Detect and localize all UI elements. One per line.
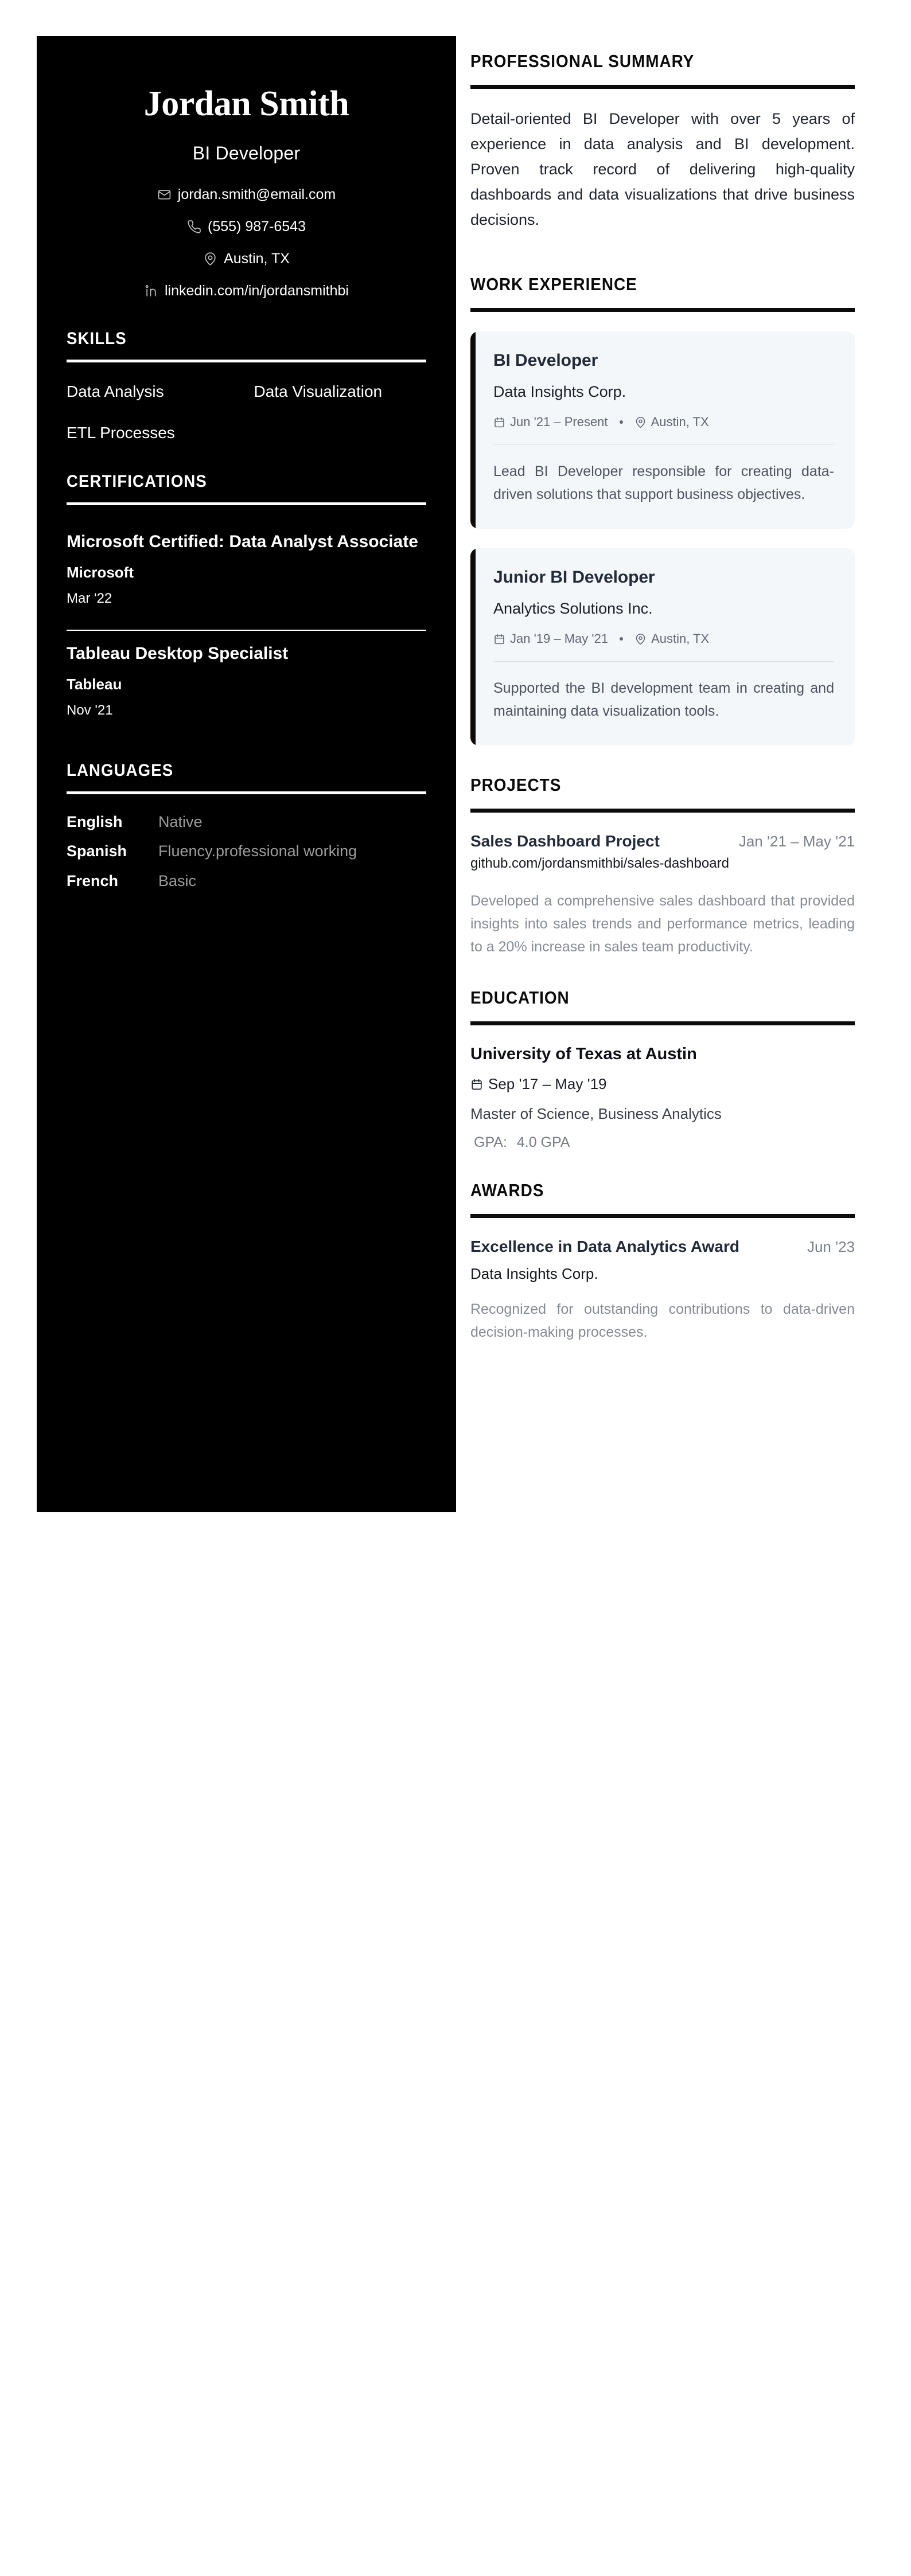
summary-heading: PROFESSIONAL SUMMARY <box>470 51 695 71</box>
section-projects <box>470 775 855 958</box>
section-work-experience <box>470 275 855 746</box>
certifications-heading: CERTIFICATIONS <box>67 472 207 491</box>
language-row <box>67 842 426 861</box>
section-languages <box>67 761 426 891</box>
education-degree: Master of Science, Business Analytics <box>470 1104 722 1122</box>
skills-heading: SKILLS <box>67 329 127 349</box>
summary-text: Detail-oriented BI Developer with over 5 years of experience in data analysis and BI development. Proven track record of delivering high-quality dashboards and data visualizations that drive business decisions. <box>470 110 855 229</box>
map-pin-icon <box>203 252 217 266</box>
certification-item <box>67 634 426 731</box>
experience-company: Data Insights Corp. <box>493 383 626 401</box>
experience-company: Analytics Solutions Inc. <box>493 600 653 618</box>
awards-heading: AWARDS <box>470 1180 544 1200</box>
summary-divider <box>470 85 855 89</box>
experience-location <box>634 631 709 646</box>
education-gpa-label: GPA: <box>474 1134 507 1150</box>
experience-card-separator <box>493 444 834 445</box>
experience-description: Lead BI Developer responsible for creating data-driven solutions that support business objectives. <box>493 463 834 503</box>
language-level: Basic <box>158 872 197 890</box>
calendar-icon <box>493 416 505 428</box>
award-name: Excellence in Data Analytics Award <box>470 1238 739 1256</box>
map-pin-icon <box>634 633 647 645</box>
section-professional-summary <box>470 52 855 232</box>
identity-block <box>67 59 426 299</box>
language-name: French <box>67 872 119 890</box>
project-dates: Jan '21 – May '21 <box>738 833 855 850</box>
skills-grid <box>67 382 426 442</box>
certification-name: Microsoft Certified: Data Analyst Associate <box>67 532 418 552</box>
project-name: Sales Dashboard Project <box>470 832 660 850</box>
contact-email-value: jordan.smith@email.com <box>177 186 336 203</box>
spacer <box>470 1151 855 1181</box>
language-list <box>67 813 426 891</box>
language-name: English <box>67 813 123 830</box>
awards-divider <box>470 1214 855 1218</box>
experience-heading: WORK EXPERIENCE <box>470 274 637 295</box>
experience-location <box>634 415 709 430</box>
meta-separator-dot <box>620 637 623 641</box>
spacer <box>470 232 855 275</box>
experience-location-value: Austin, TX <box>651 415 709 430</box>
experience-dates-value: Jun '21 – Present <box>510 415 608 430</box>
certification-issuer: Microsoft <box>67 563 134 581</box>
experience-dates-value: Jan '19 – May '21 <box>510 631 609 646</box>
languages-heading: LANGUAGES <box>67 760 174 780</box>
experience-dates <box>493 415 608 430</box>
experience-role: Junior BI Developer <box>493 568 655 587</box>
main-column <box>470 52 855 1344</box>
phone-icon <box>187 220 201 234</box>
certification-name: Tableau Desktop Specialist <box>67 643 289 663</box>
language-row <box>67 872 426 891</box>
projects-divider <box>470 809 855 813</box>
calendar-icon <box>470 1078 483 1091</box>
experience-description: Supported the BI development team in creating and maintaining data visualization tools. <box>493 680 834 720</box>
education-divider <box>470 1021 855 1025</box>
experience-meta <box>493 631 834 646</box>
project-item <box>470 832 855 958</box>
spacer <box>470 746 855 775</box>
education-heading: EDUCATION <box>470 988 570 1008</box>
section-skills <box>67 329 426 442</box>
contact-email[interactable] <box>67 186 426 203</box>
map-pin-icon <box>634 416 647 428</box>
experience-divider <box>470 308 855 312</box>
skills-divider <box>67 360 426 362</box>
experience-location-value: Austin, TX <box>651 631 710 646</box>
education-dates-value: Sep '17 – May '19 <box>488 1075 607 1093</box>
linkedin-icon <box>144 284 158 298</box>
skill-item: Data Visualization <box>254 383 383 401</box>
contact-location-value: Austin, TX <box>224 251 290 267</box>
contact-phone[interactable] <box>67 218 426 235</box>
award-item <box>470 1238 855 1344</box>
language-name: Spanish <box>67 842 127 860</box>
award-issuer: Data Insights Corp. <box>470 1265 598 1283</box>
projects-heading: PROJECTS <box>470 775 562 795</box>
contact-location[interactable] <box>67 250 426 267</box>
education-school: University of Texas at Austin <box>470 1045 697 1064</box>
language-level: Fluency.professional working <box>158 842 357 860</box>
spacer <box>470 958 855 988</box>
section-education <box>470 988 855 1151</box>
language-level: Native <box>158 813 203 830</box>
award-description: Recognized for outstanding contributions to data-driven decision-making processes. <box>470 1301 855 1341</box>
contact-linkedin-value: linkedin.com/in/jordansmithbi <box>165 283 349 299</box>
education-gpa <box>470 1134 855 1151</box>
experience-dates <box>493 631 608 646</box>
skill-item: ETL Processes <box>67 423 175 442</box>
experience-card-separator <box>493 661 834 662</box>
experience-role: BI Developer <box>493 351 598 370</box>
sidebar <box>37 36 456 1512</box>
skill-item: Data Analysis <box>67 383 164 401</box>
candidate-name: Jordan Smith <box>143 84 349 123</box>
education-item <box>470 1045 855 1151</box>
award-date: Jun '23 <box>807 1238 855 1256</box>
section-certifications <box>67 472 426 731</box>
certification-list <box>67 522 426 731</box>
project-link[interactable]: github.com/jordansmithbi/sales-dashboard <box>470 856 729 872</box>
envelope-icon <box>157 188 172 202</box>
experience-card <box>470 331 855 529</box>
certification-issuer: Tableau <box>67 675 122 693</box>
section-awards <box>470 1181 855 1344</box>
project-description: Developed a comprehensive sales dashboard that provided insights into sales trends and performance metrics, leading to a 20% increase in sales team productivity. <box>470 893 855 955</box>
award-header <box>470 1238 855 1256</box>
calendar-icon <box>493 633 505 645</box>
languages-divider <box>67 791 426 794</box>
contact-phone-value: (555) 987-6543 <box>208 218 306 235</box>
language-row <box>67 813 426 832</box>
education-gpa-value: 4.0 GPA <box>516 1134 570 1150</box>
contact-linkedin[interactable] <box>67 282 426 299</box>
experience-card <box>470 548 855 746</box>
project-header <box>470 832 855 850</box>
contact-list <box>67 186 426 299</box>
certification-separator <box>67 630 426 631</box>
meta-separator-dot <box>620 420 623 424</box>
education-dates <box>470 1075 607 1093</box>
experience-meta <box>493 415 834 430</box>
certifications-divider <box>67 502 426 505</box>
candidate-job-title: BI Developer <box>192 143 301 164</box>
certification-date: Mar '22 <box>67 590 112 606</box>
certification-item <box>67 522 426 619</box>
certification-date: Nov '21 <box>67 702 113 718</box>
